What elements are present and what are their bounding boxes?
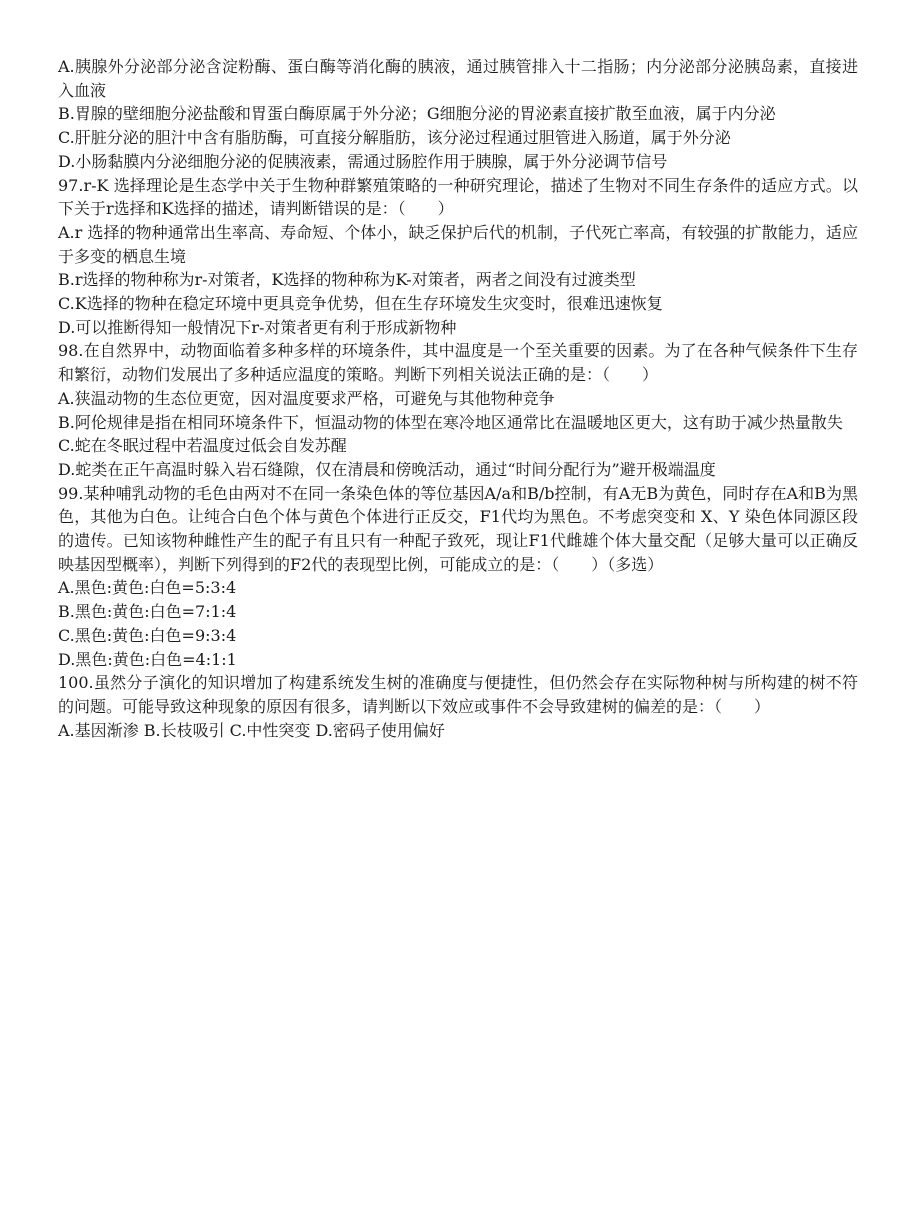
prev-option-c: C.肝脏分泌的胆汁中含有脂肪酶，可直接分解脂肪，该分泌过程通过胆管进入肠道，属于外分泌: [58, 128, 731, 148]
question-98-stem: 98.在自然界中，动物面临着多种多样的环境条件，其中温度是一个至关重要的因素。为了在各种气候条件下生存和繁衍，动物们发展出了多种适应温度的策略。判断下列相关说法正确的是：（ ）: [58, 341, 858, 385]
question-99: [58, 482, 858, 672]
question-98-option-d: D.蛇类在正午高温时躲入岩石缝隙，仅在清晨和傍晚活动，通过“时间分配行为”避开极端温度: [58, 459, 716, 479]
question-98-options: [58, 387, 858, 482]
question-97-option-a: A.r 选择的物种通常出生率高、寿命短、个体小，缺乏保护后代的机制，子代死亡率高，有较强的扩散能力，适应于多变的栖息生境: [58, 222, 858, 266]
question-97-stem: 97.r-K 选择理论是生态学中关于生物种群繁殖策略的一种研究理论，描述了生物对不同生存条件的适应方式。以下关于r选择和K选择的描述，请判断错误的是：（ ）: [58, 175, 858, 219]
question-97-option-d: D.可以推断得知一般情况下r-对策者更有利于形成新物种: [58, 317, 457, 337]
question-100-stem: 100.虽然分子演化的知识增加了构建系统发生树的准确度与便捷性，但仍然会存在实际物种树与所构建的树不符的问题。可能导致这种现象的原因有很多，请判断以下效应或事件不会导致建树的偏差的是：（ ）: [58, 673, 858, 716]
question-100: [58, 671, 858, 742]
prev-option-b: B.胃腺的壁细胞分泌盐酸和胃蛋白酶原属于外分泌；G细胞分泌的胃泌素直接扩散至血液，属于内分泌: [58, 104, 776, 124]
question-99-option-b: B.黑色:黄色:白色=7:1:4: [58, 602, 237, 622]
question-99-option-c: C.黑色:黄色:白色=9:3:4: [58, 625, 237, 645]
question-99-option-d: D.黑色:黄色:白色=4:1:1: [58, 649, 237, 669]
prev-option-d: D.小肠黏膜内分泌细胞分泌的促胰液素，需通过肠腔作用于胰腺，属于外分泌调节信号: [58, 151, 668, 171]
question-99-option-a: A.黑色:黄色:白色=5:3:4: [58, 578, 237, 598]
question-97-option-c: C.K选择的物种在稳定环境中更具竞争优势，但在生存环境发生灾变时，很难迅速恢复: [58, 294, 663, 314]
question-98-option-c: C.蛇在冬眠过程中若温度过低会自发苏醒: [58, 436, 347, 456]
question-98-option-b: B.阿伦规律是指在相同环境条件下，恒温动物的体型在寒冷地区通常比在温暖地区更大，这有助于减少热量散失: [58, 412, 843, 432]
question-97: [58, 174, 858, 340]
question-98: [58, 339, 858, 481]
question-97-option-b: B.r选择的物种称为r-对策者，K选择的物种称为K-对策者，两者之间没有过渡类型: [58, 270, 636, 290]
exam-page: [58, 55, 858, 742]
question-100-options-line: A.基因渐渗 B.长枝吸引 C.中性突变 D.密码子使用偏好: [58, 720, 445, 740]
prev-option-a: A.胰腺外分泌部分泌含淀粉酶、蛋白酶等消化酶的胰液，通过胰管排入十二指肠；内分泌部分泌胰岛素，直接进入血液: [58, 57, 858, 100]
question-98-option-a: A.狭温动物的生态位更宽，因对温度要求严格，可避免与其他物种竞争: [58, 388, 555, 408]
question-100-options: [58, 719, 858, 743]
question-99-stem: 99.某种哺乳动物的毛色由两对不在同一条染色体的等位基因A/a和B/b控制，有A无B为黄色，同时存在A和B为黑色，其他为白色。让纯合白色个体与黄色个体进行正反交，F1代均为黑色。不考虑突变和 X、Y 染色体同源区段的遗传。已知该物种雌性产生的配子有且只有一种配子致死，现让F1代雌雄个体大量交配（足够大量可以正确反映基因型概率），判断下列得到的F2代的表现型比例，可能成立的是：（ ）（多选）: [58, 483, 858, 574]
previous-question-options: [58, 55, 858, 174]
question-97-options: [58, 221, 858, 340]
question-99-options: [58, 576, 858, 671]
